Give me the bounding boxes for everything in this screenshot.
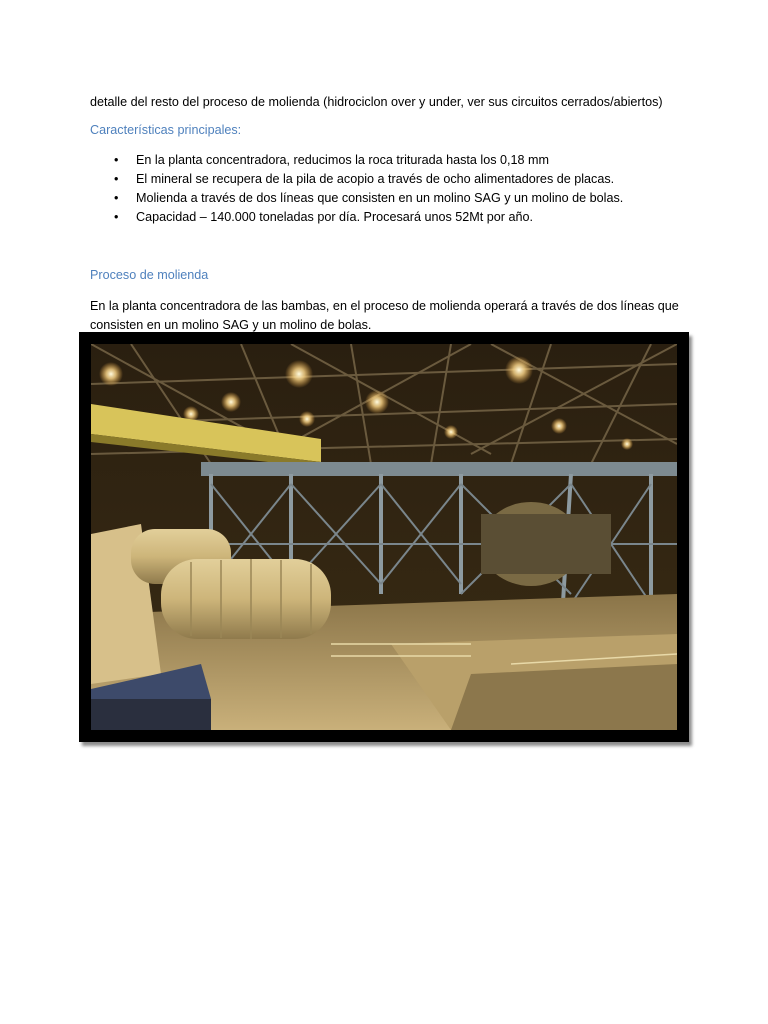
features-list <box>90 151 690 227</box>
section-heading-caracteristicas: Características principales: <box>90 123 242 137</box>
bullet-icon: • <box>114 172 119 186</box>
list-item-text: Capacidad – 140.000 toneladas por día. Procesará unos 52Mt por año. <box>136 210 533 224</box>
list-item <box>90 151 690 170</box>
list-item-text: Molienda a través de dos líneas que consisten en un molino SAG y un molino de bolas. <box>136 191 624 205</box>
intro-text: detalle del resto del proceso de molienda (hidrociclon over y under, ver sus circuitos cerrados/abiertos) <box>90 95 663 109</box>
bullet-icon: • <box>114 210 119 224</box>
section-heading-proceso: Proceso de molienda <box>90 268 209 282</box>
list-item <box>90 170 690 189</box>
body-paragraph: En la planta concentradora de las bambas, en el proceso de molienda operará a través de dos líneas que consisten en un molino SAG y un molino de bolas. <box>90 299 679 332</box>
grinding-plant-photo <box>91 344 677 730</box>
list-item <box>90 208 690 227</box>
list-item <box>90 189 690 208</box>
list-item-text: En la planta concentradora, reducimos la roca triturada hasta los 0,18 mm <box>136 153 550 167</box>
bullet-icon: • <box>114 153 119 167</box>
bullet-icon: • <box>114 191 119 205</box>
photo-frame <box>79 332 689 742</box>
list-item-text: El mineral se recupera de la pila de acopio a través de ocho alimentadores de placas. <box>136 172 615 186</box>
